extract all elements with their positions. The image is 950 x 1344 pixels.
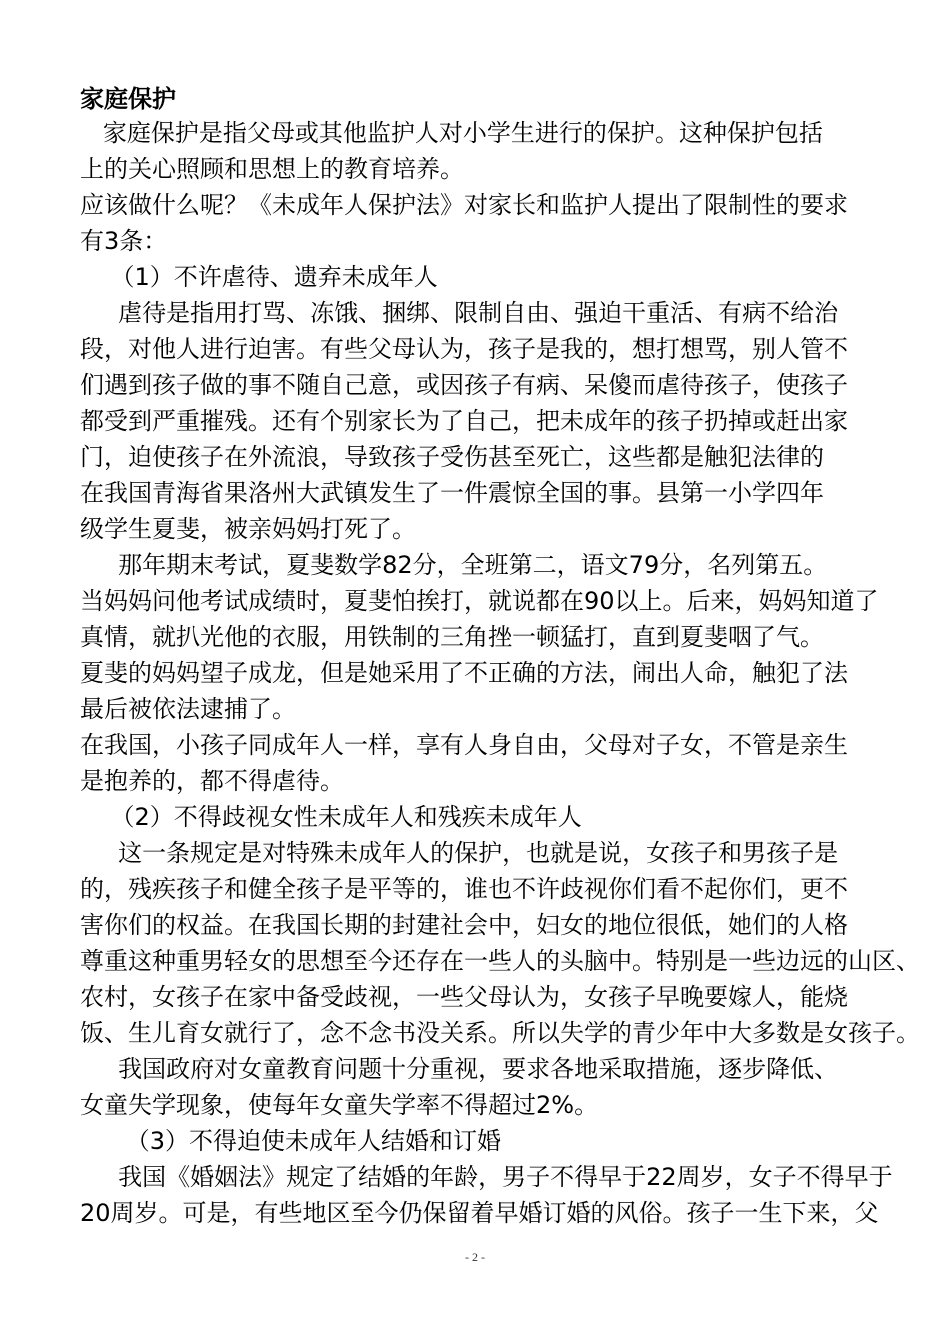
paragraph-line: 饭、生儿育女就行了，念不念书没关系。所以失学的青少年中大多数是女孩子。 (80, 1019, 920, 1047)
paragraph-line: 级学生夏斐，被亲妈妈打死了。 (80, 515, 416, 543)
paragraph-line: 上的关心照顾和思想上的教育培养。 (80, 155, 464, 183)
paragraph-line: 最后被依法逮捕了。 (80, 695, 296, 723)
paragraph-line: 那年期末考试，夏斐数学82分，全班第二，语文79分，名列第五。 (80, 551, 828, 579)
paragraph-line: 夏斐的妈妈望子成龙，但是她采用了不正确的方法，闹出人命，触犯了法 (80, 659, 848, 687)
paragraph-line: 家庭保护是指父母或其他监护人对小学生进行的保护。这种保护包括 (80, 119, 823, 147)
paragraph-line: 20周岁。可是，有些地区至今仍保留着早婚订婚的风俗。孩子一生下来，父 (80, 1199, 879, 1227)
paragraph-line: 我国政府对女童教育问题十分重视，要求各地采取措施，逐步降低、 (80, 1055, 839, 1083)
paragraph-line: 害你们的权益。在我国长期的封建社会中，妇女的地位很低，她们的人格 (80, 911, 848, 939)
subheading-line: （3）不得迫使未成年人结婚和订婚 (80, 1127, 502, 1155)
paragraph-line: 真情，就扒光他的衣服，用铁制的三角挫一顿猛打，直到夏斐咽了气。 (80, 623, 824, 651)
paragraph-line: 农村，女孩子在家中备受歧视，一些父母认为，女孩子早晚要嫁人，能烧 (80, 983, 848, 1011)
paragraph-line: 应该做什么呢？《未成年人保护法》对家长和监护人提出了限制性的要求 (80, 191, 848, 219)
page-number: - 2 - (465, 1250, 485, 1264)
paragraph-line: 在我国青海省果洛州大武镇发生了一件震惊全国的事。县第一小学四年 (80, 479, 824, 507)
paragraph-line: 当妈妈问他考试成绩时，夏斐怕挨打，就说都在90以上。后来，妈妈知道了 (80, 587, 879, 615)
paragraph-line: 是抱养的，都不得虐待。 (80, 767, 344, 795)
paragraph-line: 虐待是指用打骂、冻饿、捆绑、限制自由、强迫干重活、有病不给治 (80, 299, 839, 327)
paragraph-line: 这一条规定是对特殊未成年人的保护，也就是说，女孩子和男孩子是 (80, 839, 839, 867)
paragraph-line: 段，对他人进行迫害。有些父母认为，孩子是我的，想打想骂，别人管不 (80, 335, 848, 363)
paragraph-line: 的，残疾孩子和健全孩子是平等的，谁也不许歧视你们看不起你们，更不 (80, 875, 848, 903)
paragraph-line: 女童失学现象，使每年女童失学率不得超过2%。 (80, 1091, 599, 1119)
paragraph-line: 尊重这种重男轻女的思想至今还存在一些人的头脑中。特别是一些边远的山区、 (80, 947, 920, 975)
paragraph-line: 有3条： (80, 227, 168, 255)
paragraph-line: 们遇到孩子做的事不随自己意，或因孩子有病、呆傻而虐待孩子，使孩子 (80, 371, 848, 399)
paragraph-line: 在我国，小孩子同成年人一样，享有人身自由，父母对子女，不管是亲生 (80, 731, 848, 759)
paragraph-line: 门，迫使孩子在外流浪，导致孩子受伤甚至死亡，这些都是触犯法律的 (80, 443, 824, 471)
section-heading: 家庭保护 (80, 85, 176, 113)
paragraph-line: 都受到严重摧残。还有个别家长为了自己，把未成年的孩子扔掉或赶出家 (80, 407, 848, 435)
subheading-line: （1）不许虐待、遗弃未成年人 (80, 263, 438, 291)
paragraph-line: 我国《婚姻法》规定了结婚的年龄，男子不得早于22周岁，女子不得早于 (80, 1163, 893, 1191)
subheading-line: （2）不得歧视女性未成年人和残疾未成年人 (80, 803, 582, 831)
